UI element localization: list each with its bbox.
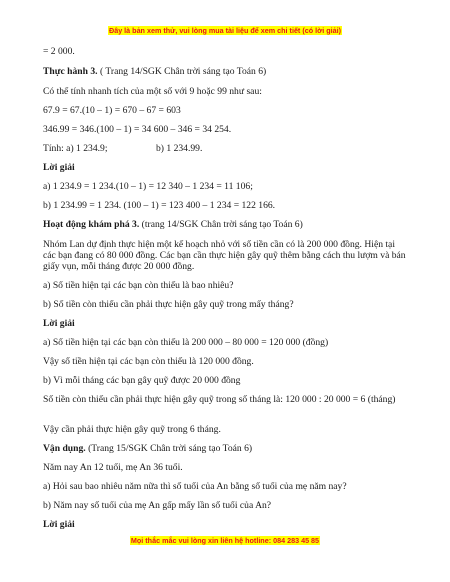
solution-heading: Lời giải bbox=[43, 519, 75, 530]
math-line: b) 1 234.99 = 1 234. (100 – 1) = 123 400 – 1 234 = 122 166. bbox=[43, 200, 276, 211]
text-line: Vậy cần phải thực hiện gây quỹ trong 6 tháng. bbox=[43, 424, 221, 435]
text-line: Có thể tính nhanh tích của một số với 9 hoặc 99 như sau: bbox=[43, 86, 262, 97]
section-heading-practice-3: Thực hành 3. ( Trang 14/SGK Chân trời sáng tạo Toán 6) bbox=[43, 66, 267, 77]
question-line: b) Số tiền còn thiếu cần phải thực hiện gây quỹ trong mấy tháng? bbox=[43, 299, 294, 310]
math-line: a) 1 234.9 = 1 234.(10 – 1) = 12 340 – 1 234 = 11 106; bbox=[43, 181, 253, 192]
math-line: 67.9 = 67.(10 – 1) = 670 – 67 = 603 bbox=[43, 105, 181, 116]
text-paragraph: Số tiền còn thiếu cần phải thực hiện gây quỹ trong số tháng là: 120 000 : 20 000 = 6 (tháng) bbox=[43, 394, 396, 405]
text-line: b) Vì mỗi tháng các bạn gây quỹ được 20 000 đồng bbox=[43, 375, 241, 386]
preview-notice-banner: Đây là bản xem thử, vui lòng mua tài liệu để xem chi tiết (có lời giải) bbox=[109, 26, 341, 35]
section-heading-application: Vận dụng. (Trang 15/SGK Chân trời sáng tạo Toán 6) bbox=[43, 443, 253, 454]
text-line: Vậy số tiền hiện tại các bạn còn thiếu là 120 000 đồng. bbox=[43, 356, 254, 367]
solution-heading: Lời giải bbox=[43, 162, 75, 173]
heading-bold: Thực hành 3. bbox=[43, 66, 98, 77]
text-line: a) Số tiền hiện tại các bạn còn thiếu là 200 000 – 80 000 = 120 000 (đồng) bbox=[43, 337, 329, 348]
text-line: Năm nay An 12 tuổi, mẹ An 36 tuổi. bbox=[43, 462, 183, 473]
exercise-line: Tính: a) 1 234.9; b) 1 234.99. bbox=[43, 143, 203, 154]
text-line: = 2 000. bbox=[43, 46, 75, 57]
question-line: a) Hỏi sau bao nhiêu năm nữa thì số tuổi của An bằng số tuổi của mẹ năm nay? bbox=[43, 481, 347, 492]
question-line: a) Số tiền hiện tại các bạn còn thiếu là bao nhiêu? bbox=[43, 280, 234, 291]
problem-paragraph: Nhóm Lan dự định thực hiện một kế hoạch nhỏ với số tiền cần có là 200 000 đồng. Hiện tại các bạn đang có 80 000 đồng. Các bạn cần thực hiện gây quỹ thêm bằng cách thu lượm và bán giấy vụn, mỗi tháng được 20 000 đồng. bbox=[43, 239, 406, 272]
section-heading-explore-3: Hoạt động khám phá 3. (trang 14/SGK Chân trời sáng tạo Toán 6) bbox=[43, 219, 303, 230]
solution-heading: Lời giải bbox=[43, 318, 75, 329]
question-line: b) Năm nay số tuổi của mẹ An gấp mấy lần số tuổi của An? bbox=[43, 500, 272, 511]
math-line: 346.99 = 346.(100 – 1) = 34 600 – 346 = 34 254. bbox=[43, 124, 232, 135]
hotline-banner: Mọi thắc mắc vui lòng xin liên hệ hotline: 084 283 45 85 bbox=[130, 536, 320, 545]
